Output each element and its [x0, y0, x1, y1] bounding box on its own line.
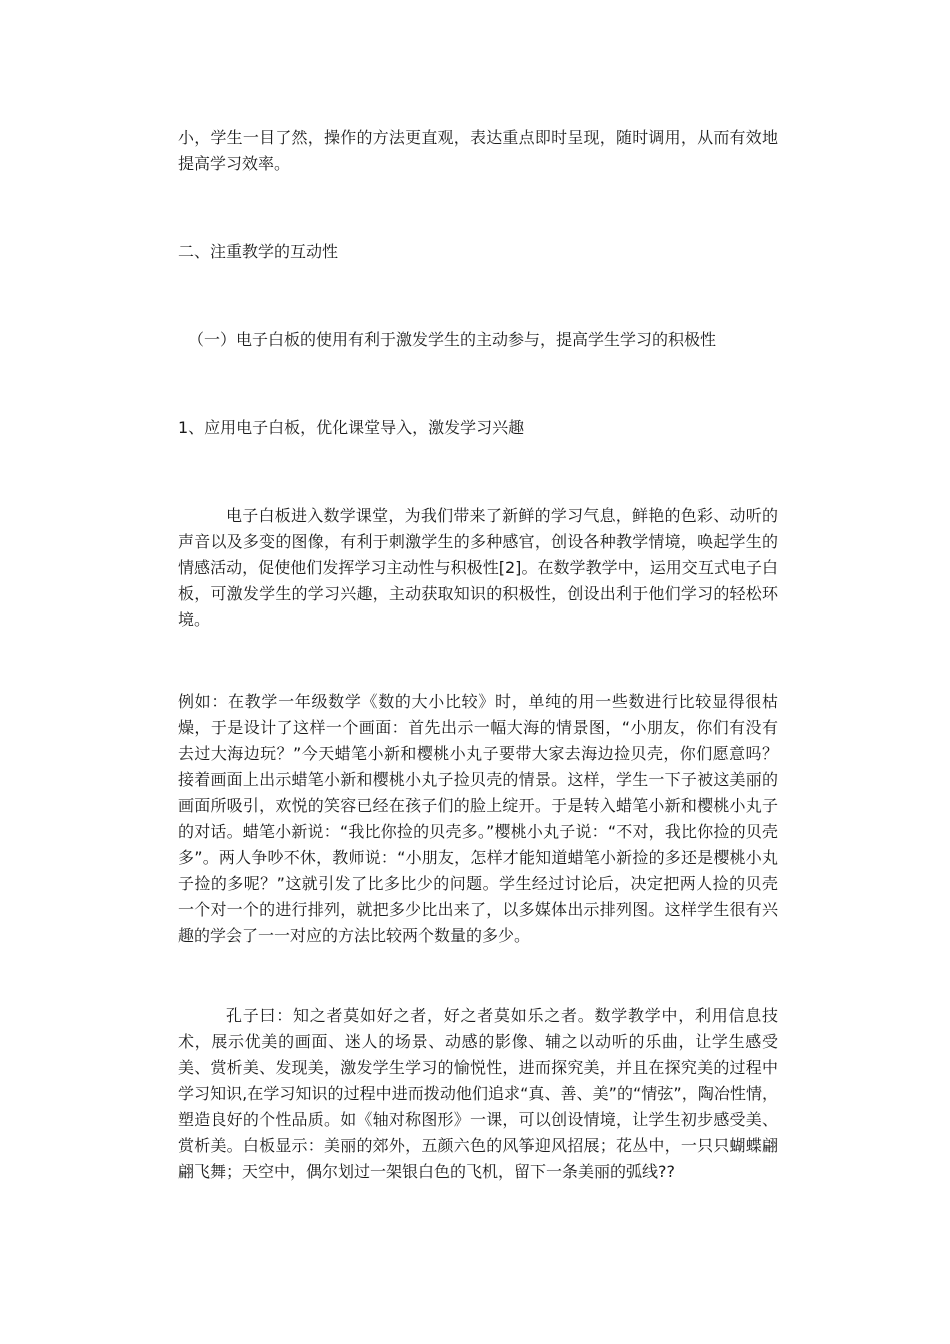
body-paragraph-example: 例如：在教学一年级数学《数的大小比较》时，单纯的用一些数进行比较显得很枯燥，于是设计了这样一个画面：首先出示一幅大海的情景图，“小朋友，你们有没有去过大海边玩？”今天蜡笔小新和樱桃小丸子要带大家去海边捡贝壳，你们愿意吗？接着画面上出示蜡笔小新和樱桃小丸子捡贝壳的情景。这样，学生一下子被这美丽的画面所吸引，欢悦的笑容已经在孩子们的脸上绽开。于是转入蜡笔小新和樱桃小丸子的对话。蜡笔小新说：“我比你捡的贝壳多。”樱桃小丸子说：“不对，我比你捡的贝壳多”。两人争吵不休，教师说：“小朋友，怎样才能知道蜡笔小新捡的多还是樱桃小丸子捡的多呢？”这就引发了比多比少的问题。学生经过讨论后，决定把两人捡的贝壳一个对一个的进行排列，就把多少比出来了，以多媒体出示排列图。这样学生很有兴趣的学会了一一对应的方法比较两个数量的多少。: [178, 692, 778, 945]
intro-paragraph-tail: 小，学生一目了然，操作的方法更直观，表达重点即时呈现，随时调用，从而有效地提高学习效率。: [178, 128, 778, 173]
item-heading: 1、应用电子白板，优化课堂导入，激发学习兴趣: [178, 418, 525, 437]
section-heading: 二、注重教学的互动性: [178, 242, 339, 261]
body-paragraph-whiteboard: 电子白板进入数学课堂，为我们带来了新鲜的学习气息，鲜艳的色彩、动听的声音以及多变的图像，有利于刺激学生的多种感官，创设各种教学情境，唤起学生的情感活动，促使他们发挥学习主动性与积极性[2]。在数学教学中，运用交互式电子白板，可激发学生的学习兴趣，主动获取知识的积极性，创设出利于他们学习的轻松环境。: [178, 506, 778, 629]
subsection-heading: （一）电子白板的使用有利于激发学生的主动参与，提高学生学习的积极性: [188, 330, 717, 349]
body-paragraph-confucius: 孔子曰：知之者莫如好之者，好之者莫如乐之者。数学教学中，利用信息技术，展示优美的画面、迷人的场景、动感的影像、辅之以动听的乐曲，让学生感受美、赏析美、发现美，激发学生学习的愉悦性，进而探究美，并且在探究美的过程中学习知识,在学习知识的过程中进而拨动他们追求“真、善、美”的“情弦”，陶冶性情，塑造良好的个性品质。如《轴对称图形》一课，可以创设情境，让学生初步感受美、赏析美。白板显示：美丽的郊外，五颜六色的风筝迎风招展；花丛中，一只只蝴蝶翩翩飞舞；天空中，偶尔划过一架银白色的飞机，留下一条美丽的弧线??: [178, 1006, 778, 1181]
